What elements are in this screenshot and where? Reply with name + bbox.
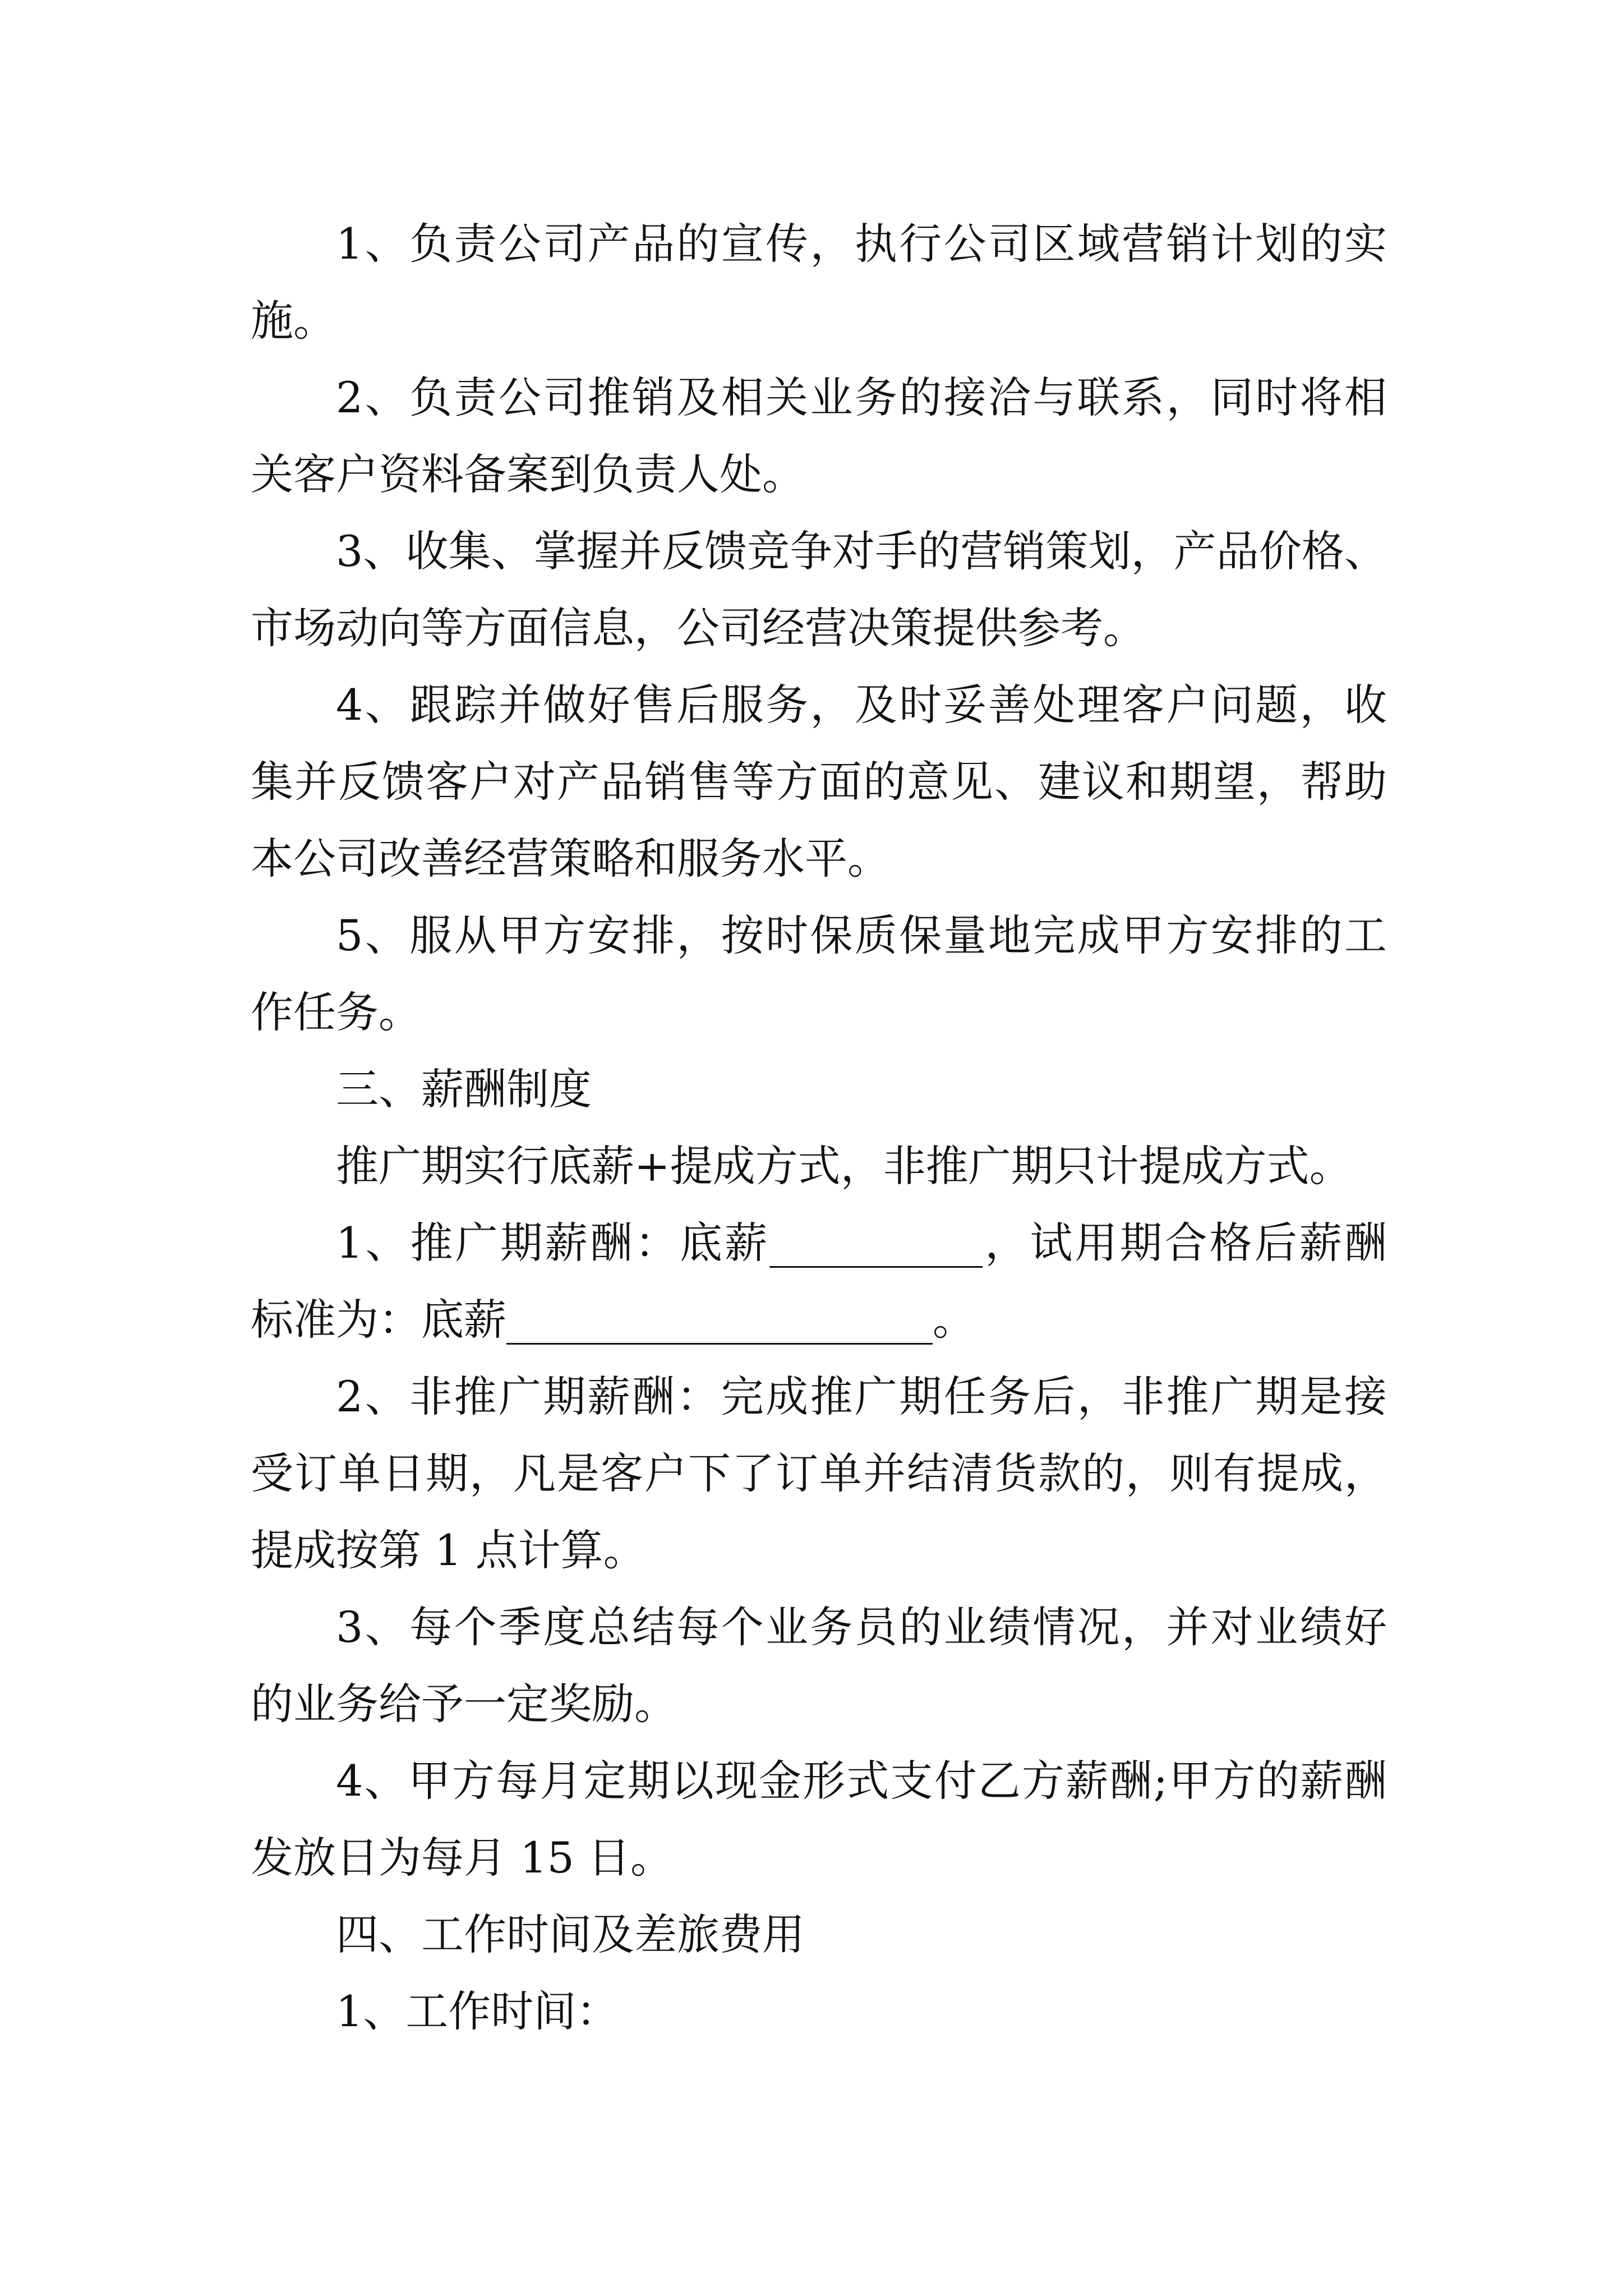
paragraph-line: 集并反馈客户对产品销售等方面的意见、建议和期望，帮助 <box>251 757 1387 807</box>
paragraph-line: 3、每个季度总结每个业务员的业绩情况，并对业绩好 <box>336 1602 1387 1652</box>
section-heading: 四、工作时间及差旅费用 <box>336 1910 805 1959</box>
paragraph-line: 推广期实行底薪+提成方式，非推广期只计提成方式。 <box>336 1141 1352 1191</box>
paragraph-line: 5、服从甲方安排，按时保质保量地完成甲方安排的工 <box>336 910 1387 960</box>
paragraph-salary-4 <box>251 1742 1387 1896</box>
paragraph-duty-4 <box>251 666 1387 897</box>
paragraph-salary-intro <box>251 1128 1387 1204</box>
paragraph-duty-2 <box>251 359 1387 513</box>
paragraph-duty-3 <box>251 513 1387 666</box>
section-heading-salary <box>251 1051 1387 1128</box>
document-body <box>251 205 1387 2050</box>
paragraph-line: 受订单日期，凡是客户下了订单并结清货款的，则有提成， <box>251 1448 1387 1498</box>
paragraph-line: 作任务。 <box>251 987 421 1037</box>
paragraph-line: 2、非推广期薪酬：完成推广期任务后，非推广期是接 <box>336 1372 1387 1421</box>
paragraph-line: 发放日为每月 15 日。 <box>251 1833 674 1883</box>
paragraph-line: 4、跟踪并做好售后服务，及时妥善处理客户问题，收 <box>336 680 1387 730</box>
paragraph-line: 2、负责公司推销及相关业务的接洽与联系，同时将相 <box>336 372 1387 422</box>
paragraph-line: 的业务给予一定奖励。 <box>251 1679 677 1729</box>
paragraph-line: 市场动向等方面信息，公司经营决策提供参考。 <box>251 603 1146 653</box>
paragraph-salary-1 <box>251 1204 1387 1358</box>
paragraph-line: 4、甲方每月定期以现金形式支付乙方薪酬;甲方的薪酬 <box>336 1756 1387 1806</box>
paragraph-salary-2 <box>251 1358 1387 1589</box>
paragraph-salary-3 <box>251 1589 1387 1742</box>
paragraph-line: 1、推广期薪酬：底薪__________，试用期合格后薪酬 <box>336 1218 1387 1268</box>
paragraph-line: 关客户资料备案到负责人处。 <box>251 449 805 499</box>
paragraph-work-time-1 <box>251 1973 1387 2050</box>
section-heading: 三、薪酬制度 <box>336 1064 592 1114</box>
paragraph-line: 本公司改善经营策略和服务水平。 <box>251 834 890 884</box>
paragraph-line: 提成按第 1 点计算。 <box>251 1525 646 1575</box>
paragraph-line: 标准为：底薪____________________。 <box>251 1295 975 1345</box>
section-heading-work-time <box>251 1896 1387 1973</box>
paragraph-line: 1、工作时间： <box>336 1986 619 2036</box>
paragraph-duty-1 <box>251 205 1387 359</box>
paragraph-line: 施。 <box>251 296 336 346</box>
paragraph-line: 3、收集、掌握并反馈竞争对手的营销策划，产品价格、 <box>336 526 1387 576</box>
paragraph-line: 1、负责公司产品的宣传，执行公司区域营销计划的实 <box>336 219 1387 269</box>
paragraph-duty-5 <box>251 897 1387 1051</box>
